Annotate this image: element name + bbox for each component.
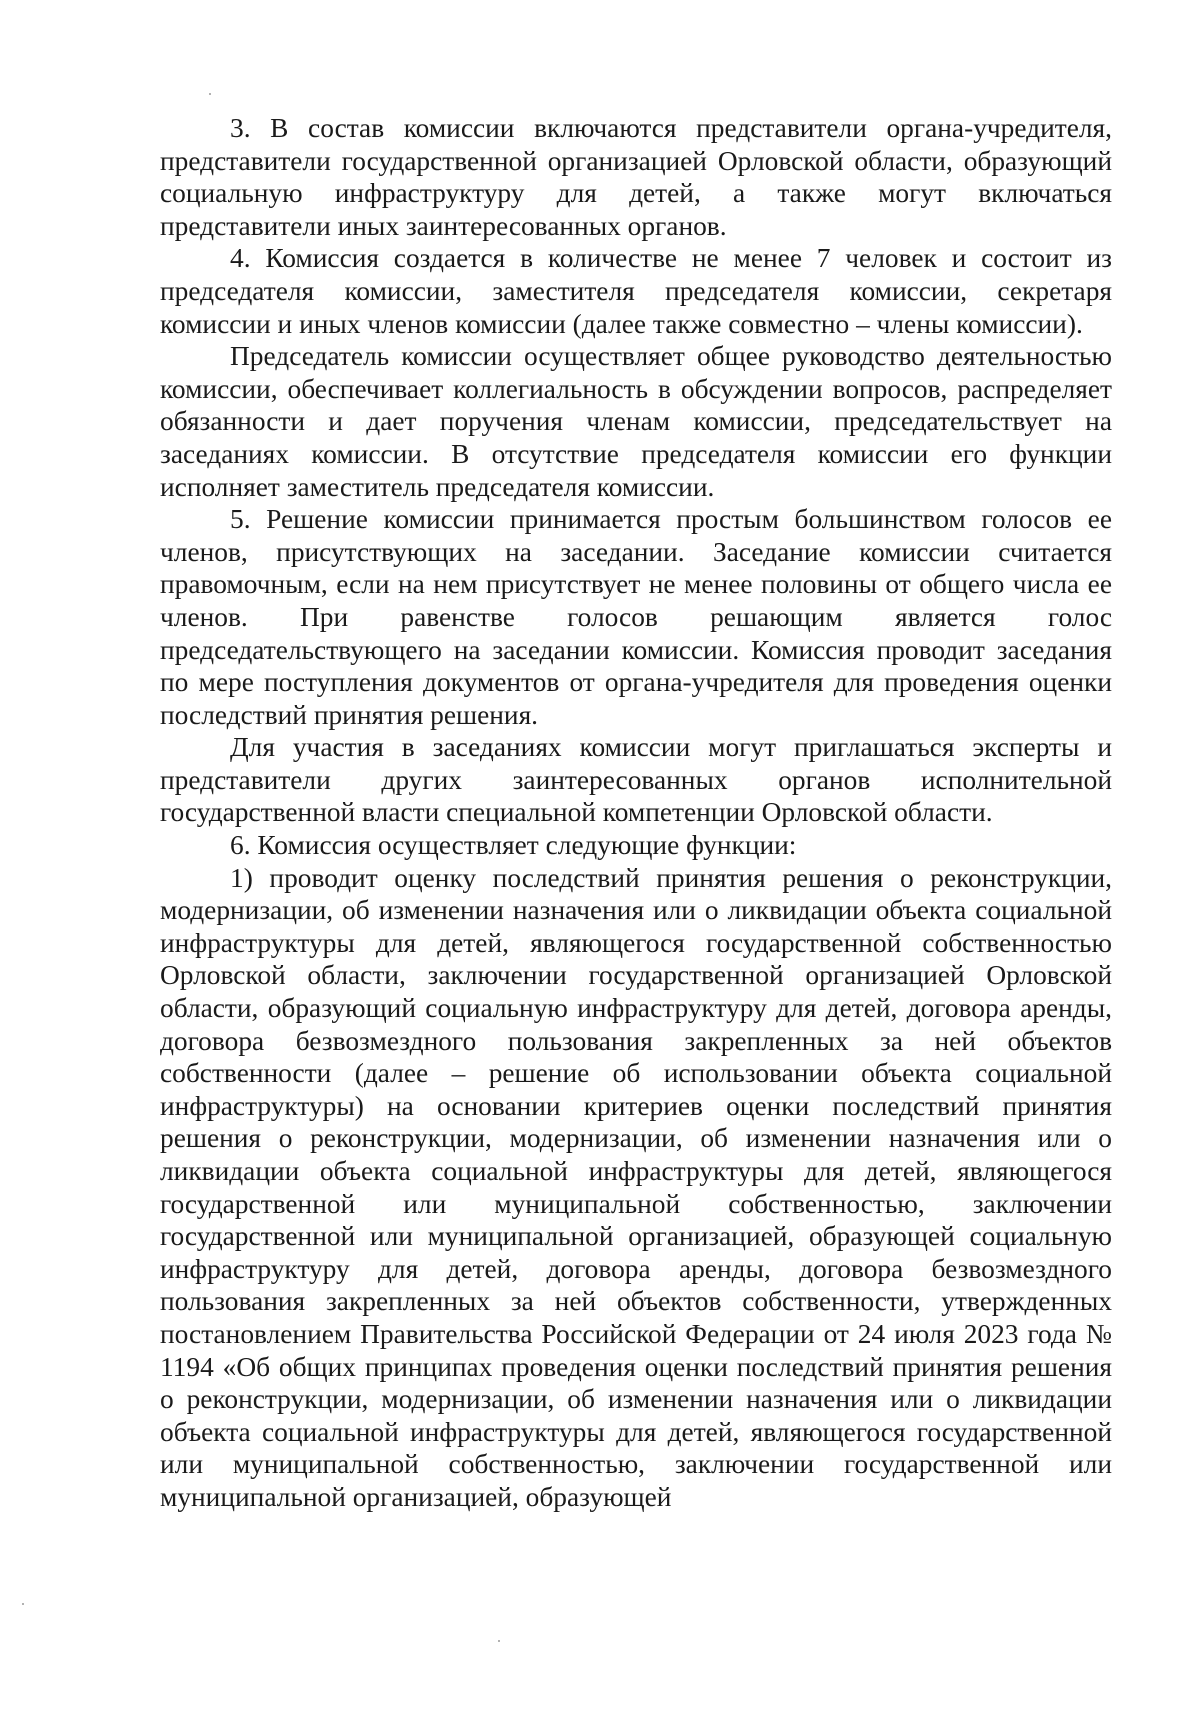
paragraph-subitem-1: 1) проводит оценку последствий принятия решения о реконструкции, модернизации, об изменении назначения или о ликвидации объекта социальной инфраструктуры для детей, являющегося государственной собственностью Орловской области, заключении государственной организацией Орловской области, образующий социальную инфраструктуру для детей, договора аренды, договора безвозмездного пользования закрепленных за ней объектов собственности (далее – решение об использовании объекта социальной инфраструктуры) на основании критериев оценки последствий принятия решения о реконструкции, модернизации, об изменении назначения или о ликвидации объекта социальной инфраструктуры для детей, являющегося государственной или муниципальной собственностью, заключении государственной или муниципальной организацией, образующей социальную инфраструктуру для детей, договора аренды, договора безвозмездного пользования закрепленных за ней объектов собственности, утвержденных постановлением Правительства Российской Федерации от 24 июля 2023 года № 1194 «Об общих принципах проведения оценки последствий принятия решения о реконструкции, модернизации, об изменении назначения или о ликвидации объекта социальной инфраструктуры для детей, являющегося государственной или муниципальной собственностью, заключении государственной или муниципальной организацией, образующей <box>160 862 1112 1512</box>
scan-speck <box>22 1603 24 1605</box>
scan-speck <box>498 1640 500 1642</box>
paragraph-item-6: 6. Комиссия осуществляет следующие функции: <box>230 830 797 861</box>
paragraph-item-5: 5. Решение комиссии принимается простым большинством голосов ее членов, присутствующих на заседании. Заседание комиссии считается правомочным, если на нем присутствует не менее половины от общего числа ее членов. При равенстве голосов решающим является голос председательствующего на заседании комиссии. Комиссия проводит заседания по мере поступления документов от органа-учредителя для проведения оценки последствий принятия решения. <box>160 504 1112 730</box>
scan-speck <box>209 93 211 95</box>
paragraph-item-3: 3. В состав комиссии включаются представители органа-учредителя, представители государственной организацией Орловской области, образующий социальную инфраструктуру для детей, а также могут включаться представители иных заинтересованных органов. <box>160 113 1112 241</box>
paragraph-chairman-duties: Председатель комиссии осуществляет общее руководство деятельностью комиссии, обеспечивает коллегиальность в обсуждении вопросов, распределяет обязанности и дает поручения членам комиссии, председательствует на заседаниях комиссии. В отсутствие председателя комиссии его функции исполняет заместитель председателя комиссии. <box>160 341 1112 502</box>
paragraph-experts: Для участия в заседаниях комиссии могут приглашаться эксперты и представители других заинтересованных органов исполнительной государственной власти специальной компетенции Орловской области. <box>160 732 1112 828</box>
paragraph-item-4: 4. Комиссия создается в количестве не менее 7 человек и состоит из председателя комиссии, заместителя председателя комиссии, секретаря комиссии и иных членов комиссии (далее также совместно – члены комиссии). <box>160 243 1112 339</box>
document-body <box>160 112 1112 1514</box>
